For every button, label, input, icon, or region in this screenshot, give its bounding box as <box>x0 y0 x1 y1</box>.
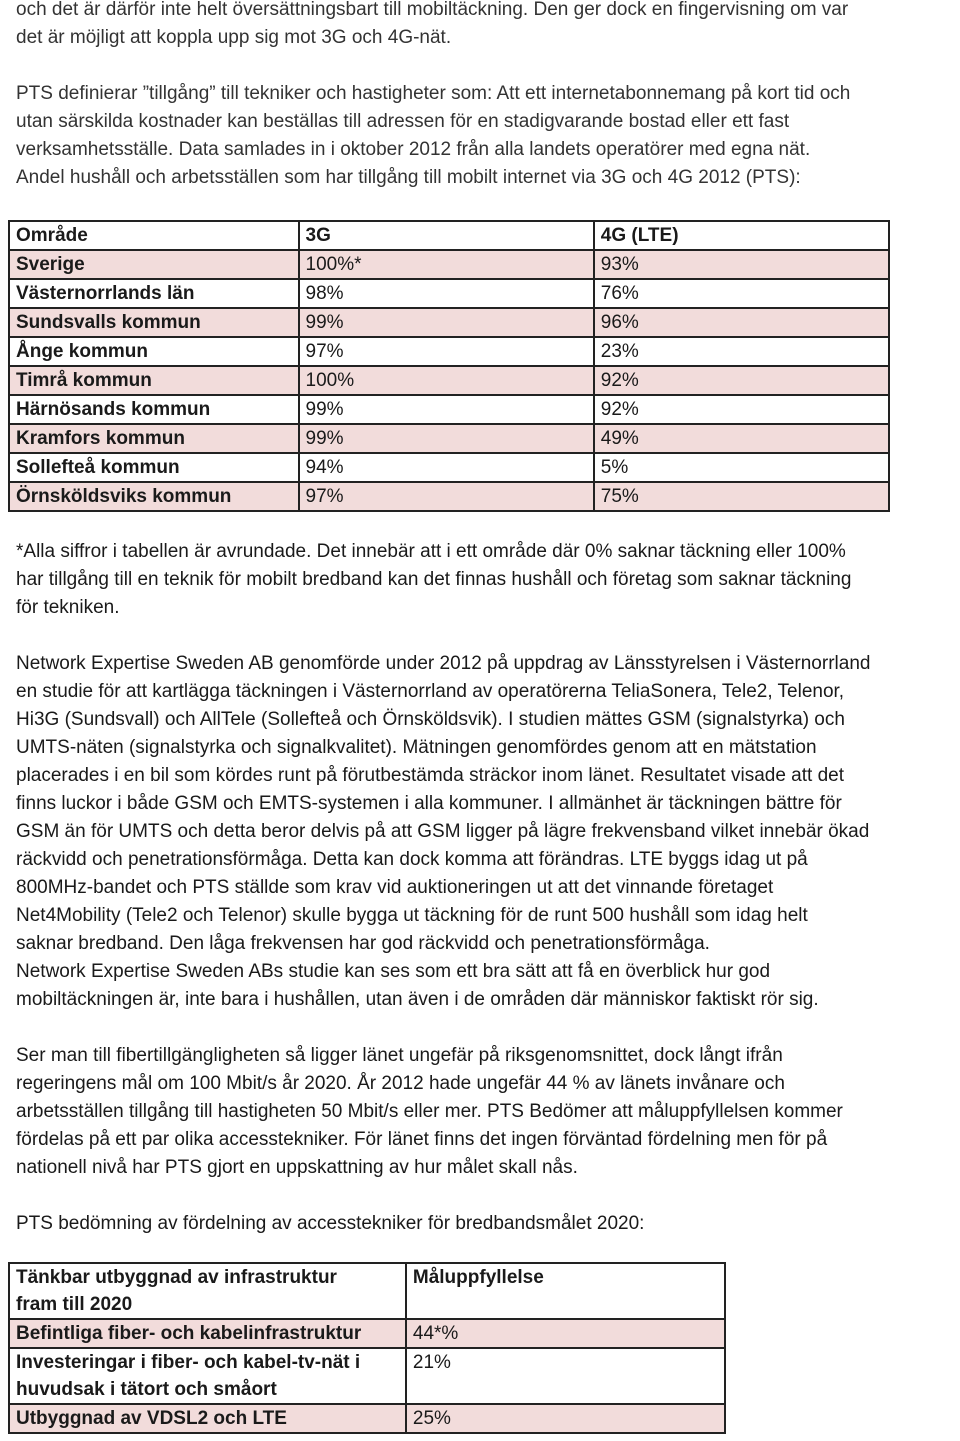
text-line: Hi3G (Sundsvall) och AllTele (Sollefteå och Örnsköldsvik). I studien mättes GSM (signalstyrka) och <box>16 709 845 730</box>
text-line: räckvidd och penetrationsförmåga. Detta kan dock komma att förändras. LTE byggs idag ut på <box>16 849 808 870</box>
3g-cell: 98% <box>299 279 594 308</box>
4g-cell: 23% <box>594 337 889 366</box>
table-row <box>9 453 889 482</box>
table-row <box>9 1319 725 1348</box>
4g-cell: 96% <box>594 308 889 337</box>
table-header-row <box>9 1263 725 1319</box>
text-line: det är möjligt att koppla upp sig mot 3G och 4G-nät. <box>16 27 452 48</box>
text-line: saknar bredband. Den låga frekvensen har god räckvidd och penetrationsförmåga. <box>16 933 710 954</box>
text-line: arbetsställen tillgång till hastigheten 50 Mbit/s eller mer. PTS Bedömer att måluppfyllelsen kommer <box>16 1101 843 1122</box>
text-line: finns luckor i både GSM och EMTS-systemen i alla kommuner. I allmänhet är täckningen bättre för <box>16 793 842 814</box>
area-cell: Timrå kommun <box>9 366 299 395</box>
text-line: har tillgång till en teknik för mobilt bredband kan det finnas hushåll och företag som saknar täckning <box>16 569 852 590</box>
target-cell: 44*% <box>406 1319 725 1348</box>
header-cell: 3G <box>299 221 594 250</box>
text-line: fördelas på ett par olika accesstekniker. För länet finns det ingen förväntad fördelning men för på <box>16 1129 828 1150</box>
text-line: nationell nivå har PTS gjort en uppskattning av hur målet skall nås. <box>16 1157 578 1178</box>
3g-cell: 100%* <box>299 250 594 279</box>
3g-cell: 97% <box>299 482 594 511</box>
network-study-paragraph <box>16 650 870 1014</box>
text-line: UMTS-näten (signalstyrka och signalkvalitet). Mätningen genomfördes genom att en mätstation <box>16 737 817 758</box>
text-line: GSM än för UMTS och detta beror delvis på att GSM ligger på lägre frekvensband vilket innebär ökad <box>16 821 870 842</box>
assessment-heading <box>16 1210 644 1238</box>
infrastructure-cell: Befintliga fiber- och kabelinfrastruktur <box>9 1319 406 1348</box>
header-cell: Tänkbar utbyggnad av infrastruktur fram till 2020 <box>9 1263 406 1319</box>
text-line: och det är därför inte helt översättningsbart till mobiltäckning. Den ger dock en fingervisning om var <box>16 0 849 20</box>
table-row <box>9 308 889 337</box>
text-line: Ser man till fibertillgängligheten så ligger länet ungefär på riksgenomsnittet, dock långt ifrån <box>16 1045 783 1066</box>
area-cell: Örnsköldsviks kommun <box>9 482 299 511</box>
table-row <box>9 250 889 279</box>
coverage-table <box>8 220 890 512</box>
4g-cell: 93% <box>594 250 889 279</box>
text-line: Network Expertise Sweden ABs studie kan ses som ett bra sätt att få en överblick hur god <box>16 961 771 982</box>
table-row <box>9 279 889 308</box>
4g-cell: 76% <box>594 279 889 308</box>
area-cell: Sundsvalls kommun <box>9 308 299 337</box>
rounding-note-paragraph <box>16 538 851 622</box>
3g-cell: 99% <box>299 424 594 453</box>
text-line: *Alla siffror i tabellen är avrundade. Det innebär att i ett område där 0% saknar täckning eller 100% <box>16 541 846 562</box>
infrastructure-cell: Investeringar i fiber- och kabel-tv-nät i huvudsak i tätort och småort <box>9 1348 406 1404</box>
header-cell: Område <box>9 221 299 250</box>
table-row <box>9 366 889 395</box>
table-row <box>9 395 889 424</box>
area-cell: Västernorrlands län <box>9 279 299 308</box>
area-cell: Ånge kommun <box>9 337 299 366</box>
area-cell: Härnösands kommun <box>9 395 299 424</box>
text-line: Network Expertise Sweden AB genomförde under 2012 på uppdrag av Länsstyrelsen i Västernorrland <box>16 653 871 674</box>
3g-cell: 99% <box>299 308 594 337</box>
target-cell: 25% <box>406 1404 725 1433</box>
text-line: Net4Mobility (Tele2 och Telenor) skulle bygga ut täckning för de runt 500 hushåll som idag helt <box>16 905 808 926</box>
4g-cell: 92% <box>594 366 889 395</box>
4g-cell: 75% <box>594 482 889 511</box>
table-row <box>9 1404 725 1433</box>
text-line: utan särskilda kostnader kan beställas till adressen för en stadigvarande bostad eller ett fast <box>16 111 790 132</box>
target-cell: 21% <box>406 1348 725 1404</box>
text-line: mobiltäckningen är, inte bara i hushållen, utan även i de områden där människor faktiskt rör sig. <box>16 989 819 1010</box>
table-row <box>9 1348 725 1404</box>
broadband-target-table <box>8 1262 726 1434</box>
3g-cell: 100% <box>299 366 594 395</box>
header-cell: Måluppfyllelse <box>406 1263 725 1319</box>
intro-paragraph <box>16 0 848 52</box>
area-cell: Sollefteå kommun <box>9 453 299 482</box>
3g-cell: 94% <box>299 453 594 482</box>
3g-cell: 97% <box>299 337 594 366</box>
text-line: regeringens mål om 100 Mbit/s år 2020. År 2012 hade ungefär 44 % av länets invånare och <box>16 1073 785 1094</box>
text-line: placerades i en bil som kördes runt på förutbestämda sträckor inom länet. Resultatet visade att det <box>16 765 844 786</box>
3g-cell: 99% <box>299 395 594 424</box>
pts-definition-paragraph <box>16 80 850 192</box>
table-header-row <box>9 221 889 250</box>
table-row <box>9 482 889 511</box>
text-line: PTS definierar ”tillgång” till tekniker och hastigheter som: Att ett internetabonnemang på kort tid och <box>16 83 851 104</box>
area-cell: Kramfors kommun <box>9 424 299 453</box>
text-line: PTS bedömning av fördelning av accesstekniker för bredbandsmålet 2020: <box>16 1213 645 1234</box>
infrastructure-cell: Utbyggnad av VDSL2 och LTE <box>9 1404 406 1433</box>
4g-cell: 49% <box>594 424 889 453</box>
4g-cell: 92% <box>594 395 889 424</box>
area-cell: Sverige <box>9 250 299 279</box>
table-row <box>9 424 889 453</box>
text-line: för tekniken. <box>16 597 120 618</box>
4g-cell: 5% <box>594 453 889 482</box>
text-line: 800MHz-bandet och PTS ställde som krav vid auktioneringen ut att det vinnande företaget <box>16 877 774 898</box>
header-cell: 4G (LTE) <box>594 221 889 250</box>
text-line: en studie för att kartlägga täckningen i Västernorrland av operatörerna TeliaSonera, Tele2, Telenor, <box>16 681 845 702</box>
text-line: Andel hushåll och arbetsställen som har tillgång till mobilt internet via 3G och 4G 2012 (PTS): <box>16 167 801 188</box>
text-line: verksamhetsställe. Data samlades in i oktober 2012 från alla landets operatörer med egna nät. <box>16 139 811 160</box>
table-row <box>9 337 889 366</box>
fiber-paragraph <box>16 1042 843 1182</box>
